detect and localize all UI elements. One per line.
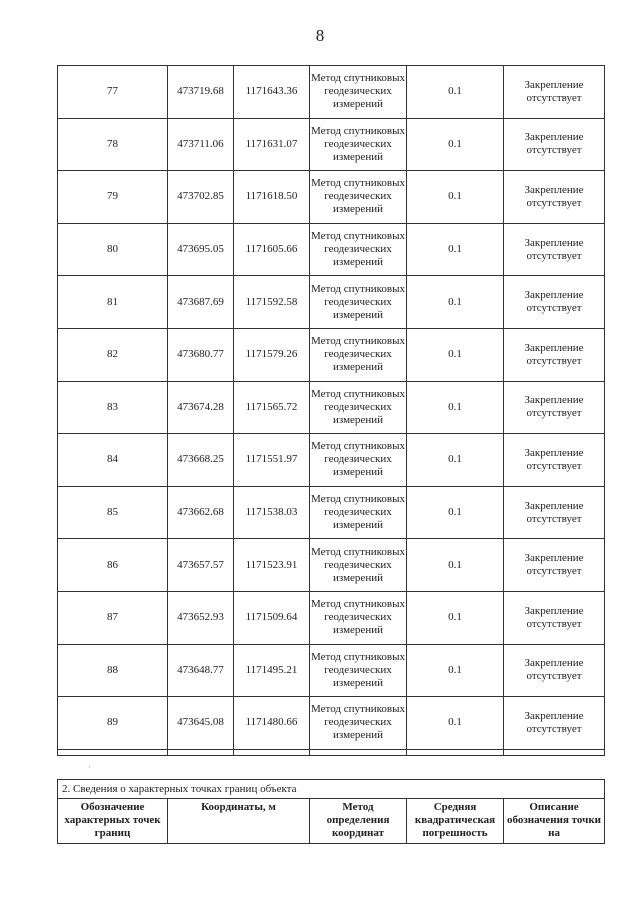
coordinate-x-cell: 473652.93 bbox=[168, 591, 234, 644]
table-row bbox=[58, 591, 605, 644]
method-cell: Метод спутниковых геодезических измерений bbox=[310, 381, 407, 434]
method-cell: Метод спутниковых геодезических измерений bbox=[310, 328, 407, 381]
header-error: Средняя квадратическая погрешность bbox=[407, 799, 504, 844]
empty-cell bbox=[234, 749, 310, 755]
table-row bbox=[58, 118, 605, 171]
method-cell: Метод спутниковых геодезических измерений bbox=[310, 486, 407, 539]
description-cell: Закрепление отсутствует bbox=[504, 697, 605, 750]
coordinate-y-cell: 1171631.07 bbox=[234, 118, 310, 171]
point-number-cell: 86 bbox=[58, 539, 168, 592]
method-cell: Метод спутниковых геодезических измерений bbox=[310, 591, 407, 644]
description-cell: Закрепление отсутствует bbox=[504, 223, 605, 276]
error-cell: 0.1 bbox=[407, 381, 504, 434]
table-row bbox=[58, 276, 605, 329]
method-cell: Метод спутниковых геодезических измерений bbox=[310, 118, 407, 171]
error-cell: 0.1 bbox=[407, 591, 504, 644]
point-number-cell: 81 bbox=[58, 276, 168, 329]
method-cell: Метод спутниковых геодезических измерений bbox=[310, 223, 407, 276]
section-2-caption: 2. Сведения о характерных точках границ объекта bbox=[58, 780, 605, 799]
stray-mark: · bbox=[88, 762, 91, 772]
table-row bbox=[58, 171, 605, 224]
coordinate-y-cell: 1171579.26 bbox=[234, 328, 310, 381]
coordinate-y-cell: 1171509.64 bbox=[234, 591, 310, 644]
coordinate-x-cell: 473648.77 bbox=[168, 644, 234, 697]
empty-cell bbox=[168, 749, 234, 755]
page-number: 8 bbox=[315, 26, 325, 45]
coordinate-x-cell: 473687.69 bbox=[168, 276, 234, 329]
table-row bbox=[58, 434, 605, 487]
error-cell: 0.1 bbox=[407, 223, 504, 276]
header-method: Метод определения координат bbox=[310, 799, 407, 844]
header-designation: Обозначение характерных точек границ bbox=[58, 799, 168, 844]
error-cell: 0.1 bbox=[407, 171, 504, 224]
coordinate-y-cell: 1171495.21 bbox=[234, 644, 310, 697]
description-cell: Закрепление отсутствует bbox=[504, 66, 605, 119]
method-cell: Метод спутниковых геодезических измерений bbox=[310, 171, 407, 224]
method-cell: Метод спутниковых геодезических измерений bbox=[310, 697, 407, 750]
coordinate-x-cell: 473657.57 bbox=[168, 539, 234, 592]
error-cell: 0.1 bbox=[407, 697, 504, 750]
coordinate-x-cell: 473662.68 bbox=[168, 486, 234, 539]
error-cell: 0.1 bbox=[407, 276, 504, 329]
header-coordinates: Координаты, м bbox=[168, 799, 310, 844]
table-row bbox=[58, 539, 605, 592]
coordinate-y-cell: 1171480.66 bbox=[234, 697, 310, 750]
table-row bbox=[58, 486, 605, 539]
description-cell: Закрепление отсутствует bbox=[504, 171, 605, 224]
coordinate-x-cell: 473645.08 bbox=[168, 697, 234, 750]
section-2-table bbox=[57, 779, 605, 844]
empty-cell bbox=[310, 749, 407, 755]
error-cell: 0.1 bbox=[407, 118, 504, 171]
description-cell: Закрепление отсутствует bbox=[504, 276, 605, 329]
coordinate-y-cell: 1171523.91 bbox=[234, 539, 310, 592]
method-cell: Метод спутниковых геодезических измерений bbox=[310, 434, 407, 487]
empty-cell bbox=[407, 749, 504, 755]
point-number-cell: 77 bbox=[58, 66, 168, 119]
header-description: Описание обозначения точки на bbox=[504, 799, 605, 844]
table-row bbox=[58, 223, 605, 276]
coordinate-y-cell: 1171618.50 bbox=[234, 171, 310, 224]
table-row bbox=[58, 644, 605, 697]
table-filler-row bbox=[58, 749, 605, 755]
table-row bbox=[58, 66, 605, 119]
point-number-cell: 78 bbox=[58, 118, 168, 171]
description-cell: Закрепление отсутствует bbox=[504, 591, 605, 644]
error-cell: 0.1 bbox=[407, 328, 504, 381]
point-number-cell: 83 bbox=[58, 381, 168, 434]
point-number-cell: 87 bbox=[58, 591, 168, 644]
error-cell: 0.1 bbox=[407, 434, 504, 487]
coordinate-x-cell: 473668.25 bbox=[168, 434, 234, 487]
coordinate-x-cell: 473711.06 bbox=[168, 118, 234, 171]
description-cell: Закрепление отсутствует bbox=[504, 644, 605, 697]
coordinate-y-cell: 1171592.58 bbox=[234, 276, 310, 329]
error-cell: 0.1 bbox=[407, 644, 504, 697]
point-number-cell: 79 bbox=[58, 171, 168, 224]
coordinate-x-cell: 473680.77 bbox=[168, 328, 234, 381]
description-cell: Закрепление отсутствует bbox=[504, 118, 605, 171]
table-row bbox=[58, 328, 605, 381]
coordinate-y-cell: 1171565.72 bbox=[234, 381, 310, 434]
coordinate-y-cell: 1171643.36 bbox=[234, 66, 310, 119]
coordinate-x-cell: 473702.85 bbox=[168, 171, 234, 224]
empty-cell bbox=[58, 749, 168, 755]
coordinate-x-cell: 473674.28 bbox=[168, 381, 234, 434]
empty-cell bbox=[504, 749, 605, 755]
error-cell: 0.1 bbox=[407, 486, 504, 539]
coordinate-x-cell: 473695.05 bbox=[168, 223, 234, 276]
description-cell: Закрепление отсутствует bbox=[504, 381, 605, 434]
point-number-cell: 89 bbox=[58, 697, 168, 750]
coordinate-y-cell: 1171605.66 bbox=[234, 223, 310, 276]
error-cell: 0.1 bbox=[407, 66, 504, 119]
description-cell: Закрепление отсутствует bbox=[504, 539, 605, 592]
description-cell: Закрепление отсутствует bbox=[504, 328, 605, 381]
description-cell: Закрепление отсутствует bbox=[504, 434, 605, 487]
boundary-points-body bbox=[58, 66, 605, 756]
point-number-cell: 80 bbox=[58, 223, 168, 276]
method-cell: Метод спутниковых геодезических измерений bbox=[310, 644, 407, 697]
point-number-cell: 82 bbox=[58, 328, 168, 381]
coordinate-x-cell: 473719.68 bbox=[168, 66, 234, 119]
point-number-cell: 84 bbox=[58, 434, 168, 487]
point-number-cell: 88 bbox=[58, 644, 168, 697]
coordinate-y-cell: 1171538.03 bbox=[234, 486, 310, 539]
boundary-points-table bbox=[57, 65, 605, 756]
error-cell: 0.1 bbox=[407, 539, 504, 592]
method-cell: Метод спутниковых геодезических измерений bbox=[310, 66, 407, 119]
table-row bbox=[58, 381, 605, 434]
description-cell: Закрепление отсутствует bbox=[504, 486, 605, 539]
point-number-cell: 85 bbox=[58, 486, 168, 539]
coordinate-y-cell: 1171551.97 bbox=[234, 434, 310, 487]
method-cell: Метод спутниковых геодезических измерений bbox=[310, 539, 407, 592]
table-row bbox=[58, 697, 605, 750]
method-cell: Метод спутниковых геодезических измерений bbox=[310, 276, 407, 329]
